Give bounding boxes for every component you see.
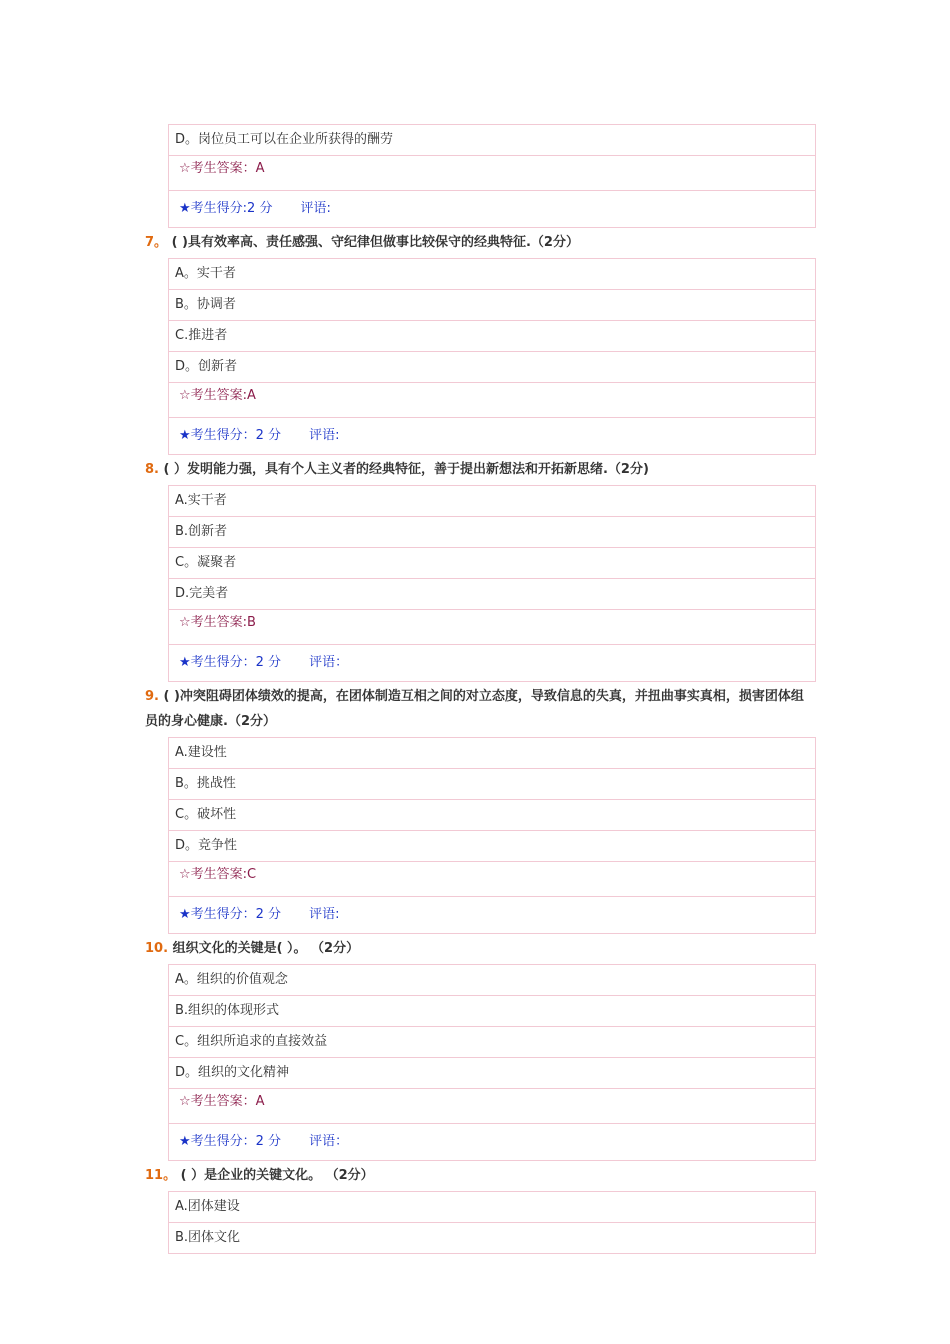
examinee-answer: ☆考生答案:C: [169, 861, 815, 896]
examinee-score: ★考生得分：2 分: [179, 907, 282, 922]
option-row: D。岗位员工可以在企业所获得的酬劳: [175, 132, 394, 147]
question-10: [145, 934, 805, 964]
question-number: 9.: [145, 689, 159, 704]
question-8: [145, 455, 805, 485]
option-row: B。挑战性: [169, 768, 815, 799]
question-text: ( ）是企业的关键文化。 （2分）: [180, 1168, 374, 1183]
option-row: B。协调者: [169, 289, 815, 320]
question-7: [145, 228, 805, 258]
comment-label: 评语:: [309, 907, 340, 922]
question-number: 8.: [145, 462, 159, 477]
option-row: B.团体文化: [169, 1222, 815, 1253]
question-text: 组织文化的关键是( ）。 （2分）: [172, 941, 360, 956]
option-row: C。凝聚者: [169, 547, 815, 578]
examinee-answer: ☆考生答案：A: [169, 155, 815, 190]
question-11: [145, 1161, 805, 1191]
option-row: B.组织的体现形式: [169, 995, 815, 1026]
q11-options-box: [168, 1191, 816, 1254]
comment-label: 评语：: [309, 655, 349, 670]
examinee-score-row: [169, 896, 815, 933]
q8-options-box: [168, 485, 816, 682]
question-text: ( ）发明能力强，具有个人主义者的经典特征，善于提出新想法和开拓新思绪.（2分): [163, 462, 649, 477]
examinee-score: ★考生得分：2 分: [179, 1134, 282, 1149]
question-text: ( )具有效率高、责任感强、守纪律但做事比较保守的经典特征.（2分）: [171, 235, 579, 250]
option-row: A。实干者: [175, 266, 236, 281]
option-row: D。竞争性: [169, 830, 815, 861]
examinee-answer: ☆考生答案:A: [169, 382, 815, 417]
option-row: D。创新者: [169, 351, 815, 382]
examinee-answer: ☆考生答案：A: [169, 1088, 815, 1123]
q9-options-box: [168, 737, 816, 934]
option-row: A.建设性: [175, 745, 227, 760]
question-number: 7。: [145, 235, 168, 250]
q6-options-box: [168, 124, 816, 228]
examinee-score-row: [169, 1123, 815, 1160]
examinee-score: ★考生得分:2 分: [179, 201, 273, 216]
option-row: D。组织的文化精神: [169, 1057, 815, 1088]
examinee-score-row: [169, 190, 815, 227]
examinee-answer: ☆考生答案:B: [169, 609, 815, 644]
examinee-score-row: [169, 417, 815, 454]
comment-label: 评语:: [300, 201, 331, 216]
question-number: 11。: [145, 1168, 177, 1183]
question-number: 10.: [145, 941, 169, 956]
option-row: C。破坏性: [169, 799, 815, 830]
question-text: ( )冲突阻碍团体绩效的提高，在团体制造互相之间的对立态度，导致信息的失真，并扭曲事实真相，损害团体组员的身心健康.（2分）: [145, 689, 804, 729]
option-row: A.团体建设: [175, 1199, 240, 1214]
comment-label: 评语：: [309, 1134, 349, 1149]
examinee-score: ★考生得分：2 分: [179, 655, 282, 670]
question-9: [145, 682, 805, 737]
option-row: A.实干者: [175, 493, 227, 508]
q7-options-box: [168, 258, 816, 455]
q10-options-box: [168, 964, 816, 1161]
comment-label: 评语:: [309, 428, 340, 443]
examinee-score-row: [169, 644, 815, 681]
option-row: D.完美者: [169, 578, 815, 609]
exam-page: [0, 124, 950, 1254]
option-row: C。组织所追求的直接效益: [169, 1026, 815, 1057]
option-row: B.创新者: [169, 516, 815, 547]
examinee-score: ★考生得分：2 分: [179, 428, 282, 443]
option-row: C.推进者: [169, 320, 815, 351]
option-row: A。组织的价值观念: [175, 972, 288, 987]
